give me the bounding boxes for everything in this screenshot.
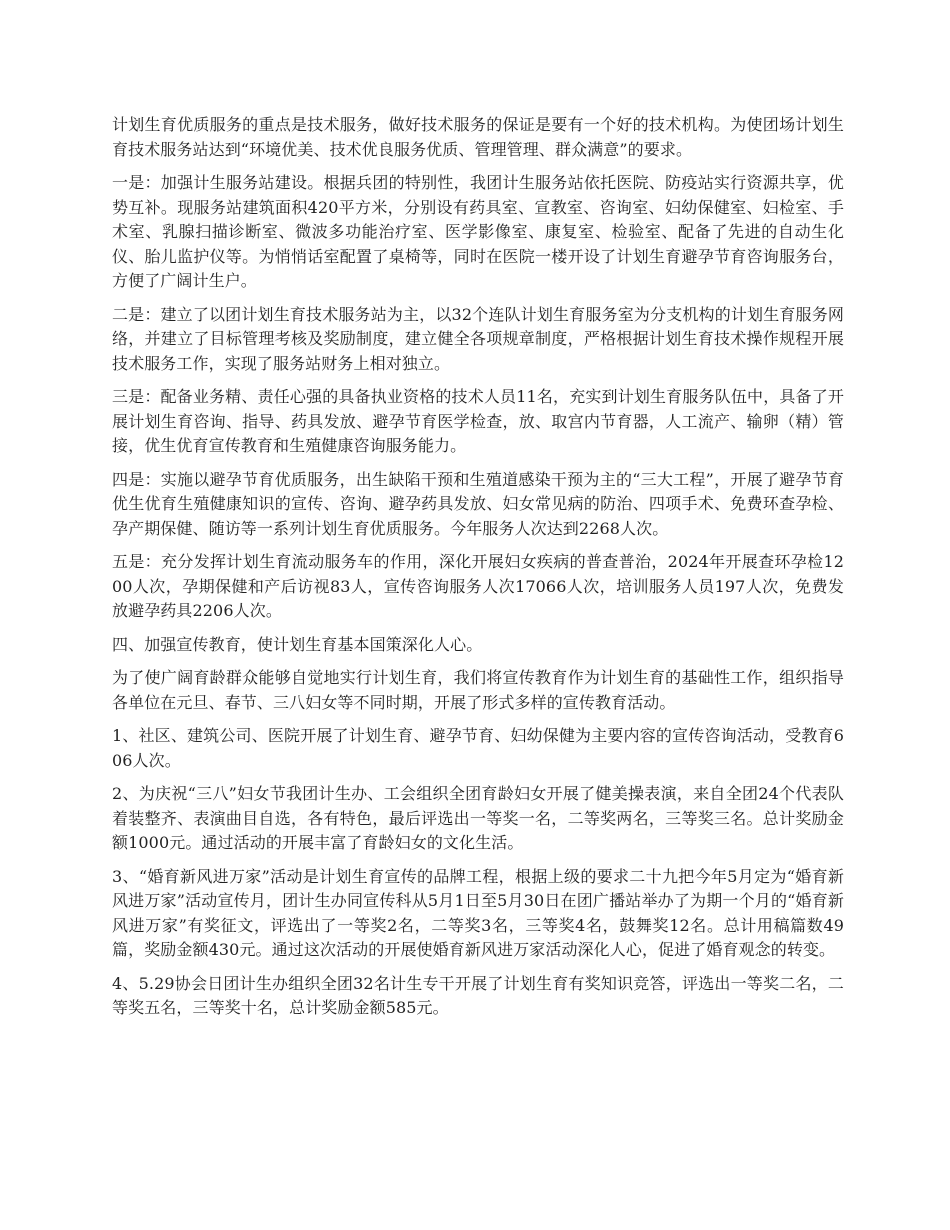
list-item: 3、“婚育新风进万家”活动是计划生育宣传的品牌工程，根据上级的要求二十九把今年5月定为“婚育新风进万家”活动宣传月，团计生办同宣传科从5月1日至5月30日在团广播站举办了为期一个月的“婚育新风进万家”有奖征文，评选出了一等奖2名，二等奖3名，三等奖4名，鼓舞奖12名。总计用稿篇数49篇，奖励金额430元。通过这次活动的开展使婚育新风进万家活动深化人心，促进了婚育观念的转变。	[112, 866, 844, 959]
list-item: 2、为庆祝“三八”妇女节我团计生办、工会组织全团育龄妇女开展了健美操表演，来自全团24个代表队着装整齐、表演曲目自选，各有特色，最后评选出一等奖一名，二等奖两名，三等奖三名。总计奖励金额1000元。通过活动的开展丰富了育龄妇女的文化生活。	[112, 784, 844, 852]
paragraph-item-3: 三是：配备业务精、责任心强的具备执业资格的技术人员11名，充实到计划生育服务队伍中，具备了开展计划生育咨询、指导、药具发放、避孕节育医学检查，放、取宫内节育器，人工流产、输卵（精）管接，优生优育宣传教育和生殖健康咨询服务能力。	[112, 387, 844, 455]
paragraph-section-intro: 为了使广阔育龄群众能够自觉地实行计划生育，我们将宣传教育作为计划生育的基础性工作，组织指导各单位在元旦、春节、三八妇女等不同时期，开展了形式多样的宣传教育活动。	[112, 668, 844, 712]
paragraph-item-1: 一是：加强计生服务站建设。根据兵团的特别性，我团计生服务站依托医院、防疫站实行资源共享，优势互补。现服务站建筑面积420平方米，分别设有药具室、宣教室、咨询室、妇幼保健室、妇检室、手术室、乳腺扫描诊断室、微波多功能治疗室、医学影像室、康复室、检验室、配备了先进的自动生化仪、胎儿监护仪等。为悄悄话室配置了桌椅等，同时在医院一楼开设了计划生育避孕节育咨询服务台，方便了广阔计生户。	[112, 173, 844, 290]
list-item: 1、社区、建筑公司、医院开展了计划生育、避孕节育、妇幼保健为主要内容的宣传咨询活动，受教育606人次。	[112, 726, 844, 770]
paragraph-item-4: 四是：实施以避孕节育优质服务，出生缺陷干预和生殖道感染干预为主的“三大工程”，开展了避孕节育优生优育生殖健康知识的宣传、咨询、避孕药具发放、妇女常见病的防治、四项手术、免费环查孕检、孕产期保健、随访等一系列计划生育优质服务。今年服务人次达到2268人次。	[112, 469, 844, 538]
paragraph-item-5: 五是：充分发挥计划生育流动服务车的作用，深化开展妇女疾病的普查普治，2024年开展查环孕检1200人次，孕期保健和产后访视83人，宣传咨询服务人次17066人次，培训服务人员197人次，免费发放避孕药具2206人次。	[112, 552, 844, 620]
list-item: 4、5.29协会日团计生办组织全团32名计生专干开展了计划生育有奖知识竞答，评选出一等奖二名，二等奖五名，三等奖十名，总计奖励金额585元。	[112, 973, 844, 1017]
section-heading: 四、加强宣传教育，使计划生育基本国策深化人心。	[112, 634, 483, 654]
paragraph-intro: 计划生育优质服务的重点是技术服务，做好技术服务的保证是要有一个好的技术机构。为使团场计划生育技术服务站达到“环境优美、技术优良服务优质、管理管理、群众满意”的要求。	[112, 115, 844, 159]
document-body	[112, 113, 844, 1030]
paragraph-item-2: 二是：建立了以团计划生育技术服务站为主，以32个连队计划生育服务室为分支机构的计划生育服务网络，并建立了目标管理考核及奖励制度，建立健全各项规章制度，严格根据计划生育技术操作规程开展技术服务工作，实现了服务站财务上相对独立。	[112, 304, 844, 373]
